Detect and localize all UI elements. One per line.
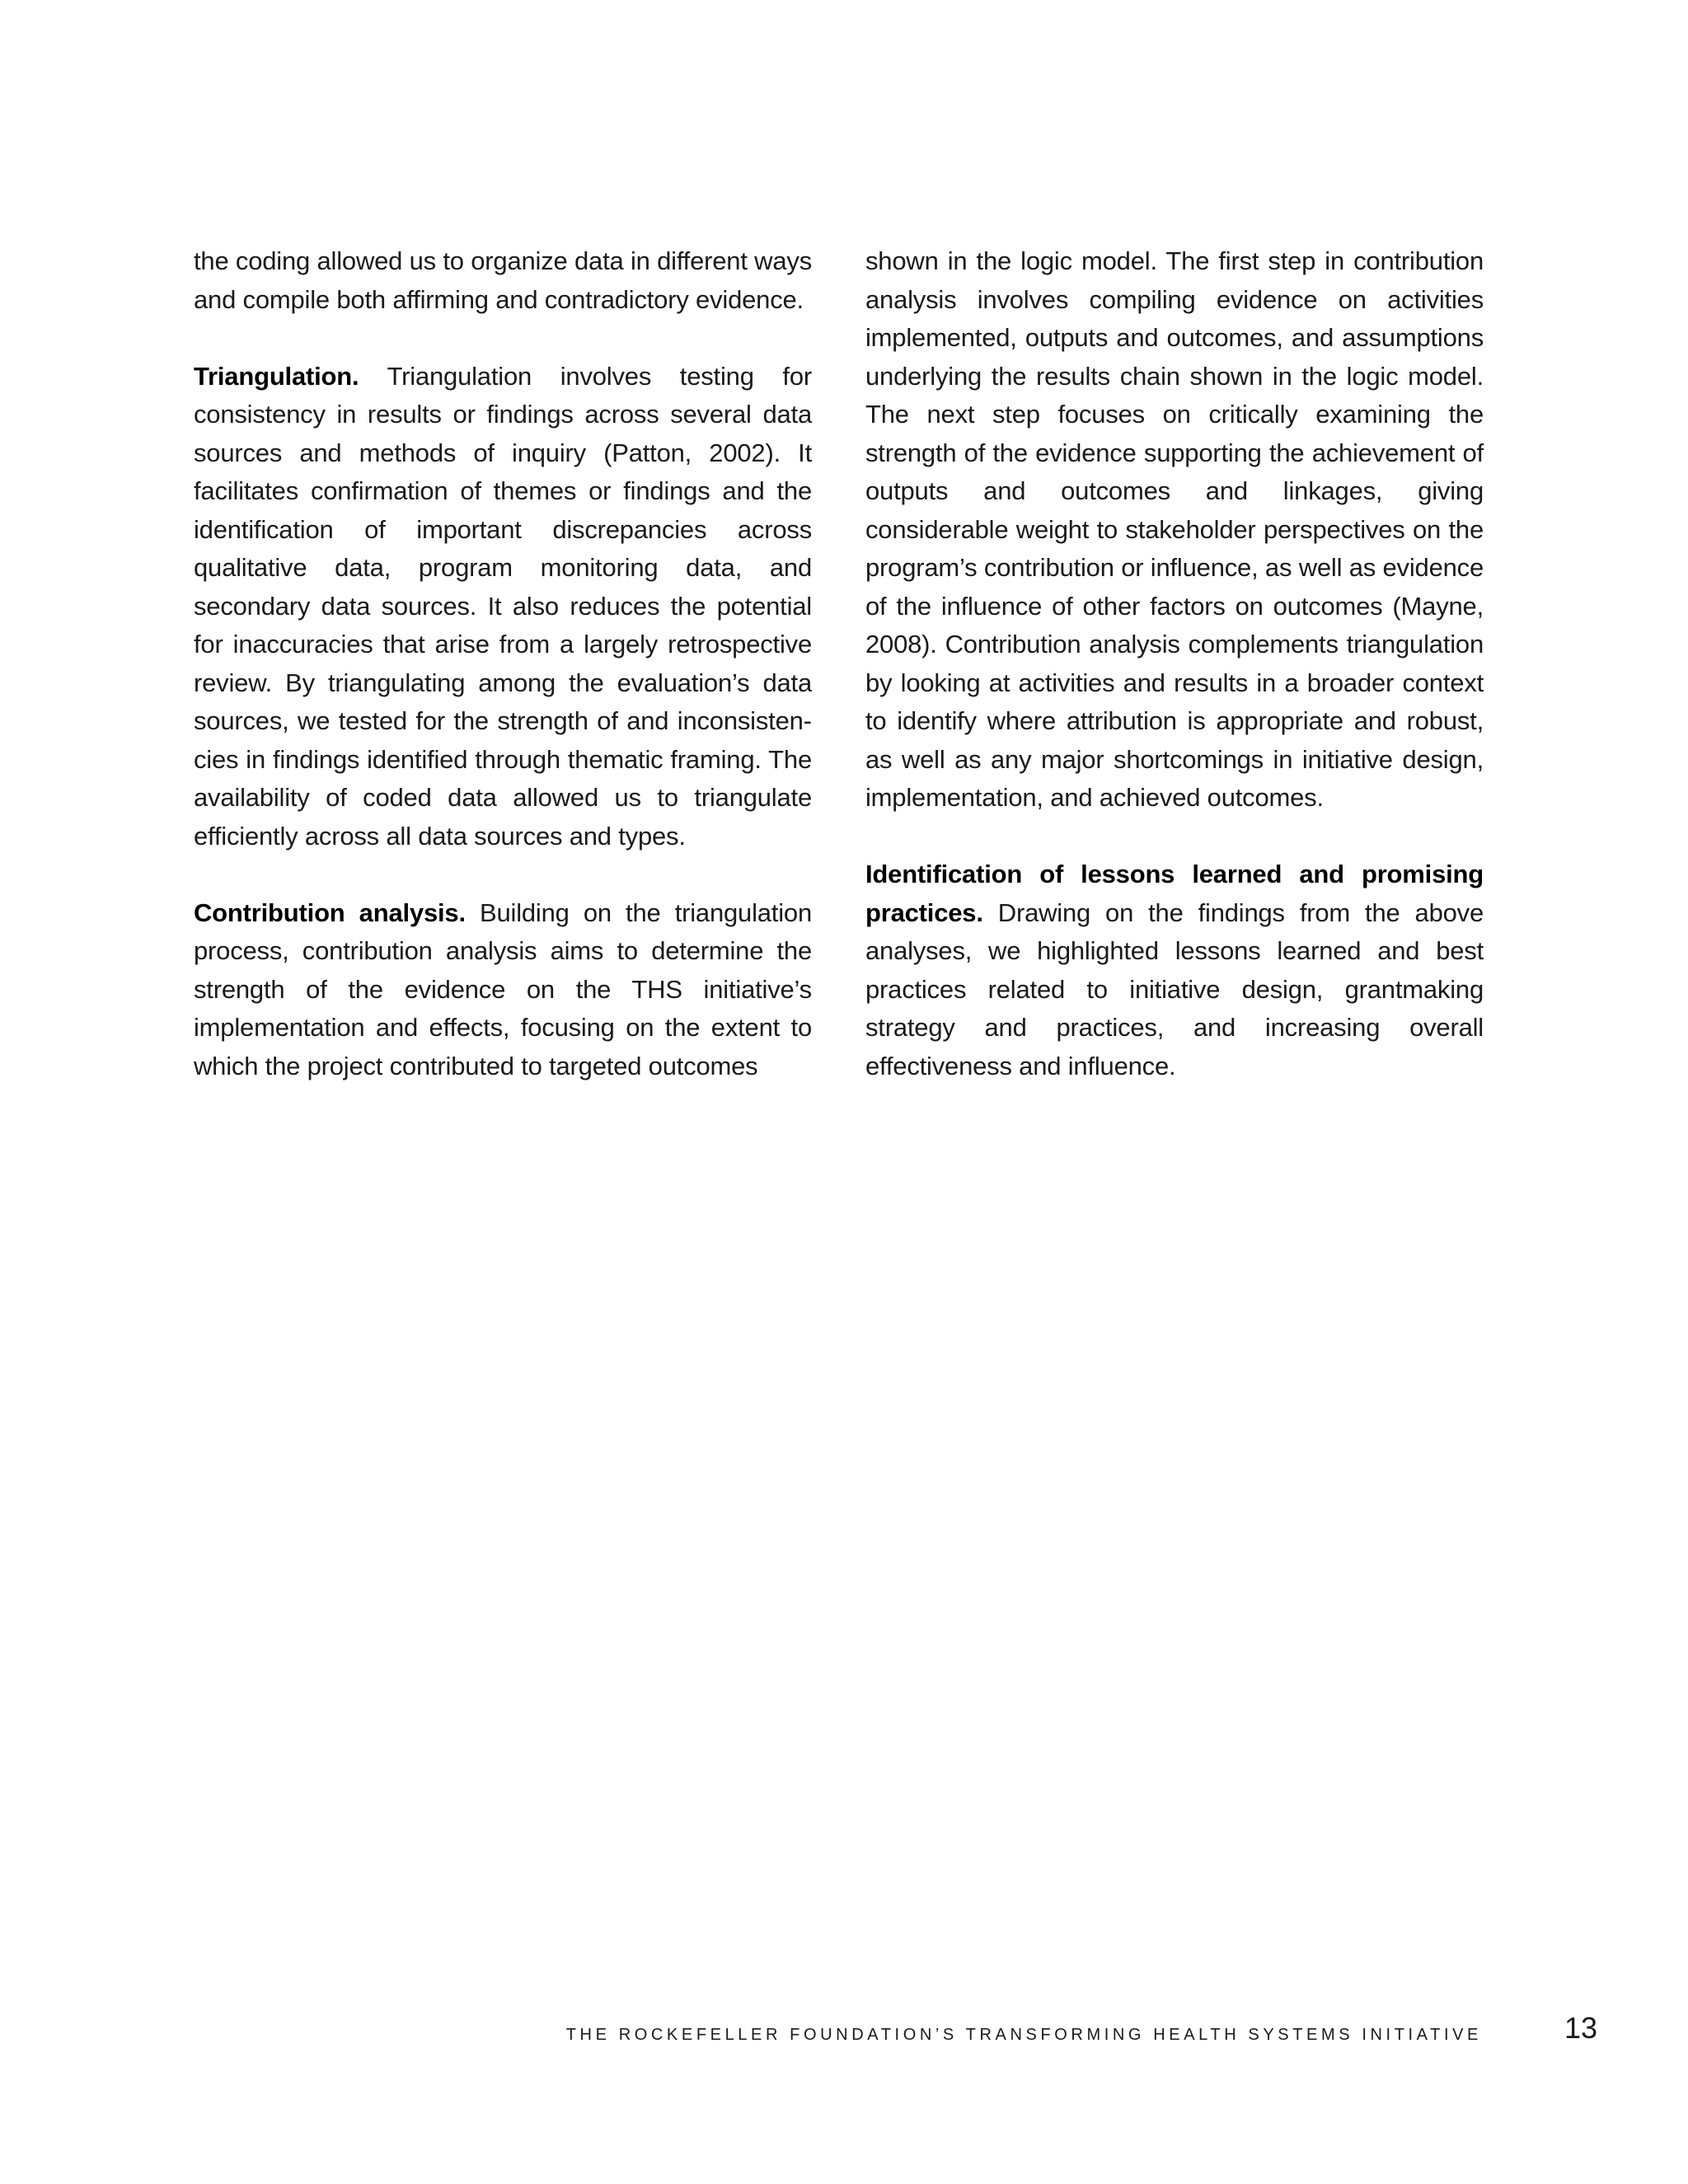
lessons-learned-body: Drawing on the findings from the above analyses, we highlighted lessons learned and best practices related to initiative design, grantmaking strategy and practices, and increasing overall effectiveness and influence. [865,898,1484,1080]
triangulation-heading: Triangulation. [194,361,359,391]
right-column [865,242,1484,1085]
lessons-learned-heading: Identification of lessons learned and promising practices. [865,860,1484,927]
contribution-analysis-heading: Contribution analysis. [194,898,466,927]
paragraph-contribution-analysis [194,894,812,1086]
footer-report-title: THE ROCKEFELLER FOUNDATION’S TRANSFORMING HEALTH SYSTEMS INITIATIVE [565,2026,1482,2044]
contribution-analysis-body: Building on the triangulation process, contribution analysis aims to determine the strength of the evidence on the THS initiative’s implementation and effects, focusing on the extent to which the project contributed to targeted outcomes [194,898,812,1080]
paragraph-coding-continuation: the coding allowed us to organize data in different ways and compile both affirming and contradictory evidence. [194,246,812,314]
left-column [194,242,812,1085]
paragraph-contribution-continuation: shown in the logic model. The first step in contribution analysis involves compiling evidence on activities implemented, outputs and outcomes, and assumptions underlying the results chain shown in the logic model. The next step focuses on critically examining the strength of the evidence supporting the achievement of outputs and outcomes and linkages, giving considerable weight to stakeholder perspectives on the program’s contribution or influence, as well as evidence of the influence of other factors on outcomes (Mayne, 2008). Contribution analysis complements triangulation by looking at activities and results in a broader context to identify where attribution is appropriate and robust, as well as any major shortcomings in initiative design, implementation, and achieved outcomes. [865,246,1484,812]
triangulation-body: Triangulation involves testing for consistency in results or findings across several data sources and methods of inquiry (Patton, 2002). It facilitates confirmation of themes or findings and the identification of important discrepancies across qualitative data, program monitoring data, and secondary data sources. It also reduces the potential for inaccuracies that arise from a largely retrospective review. By triangulating among the evaluation’s data sources, we tested for the strength of and inconsistencies in findings identified through thematic framing. The availability of coded data allowed us to triangulate efficiently across all data sources and types. [194,361,812,851]
paragraph-triangulation [194,358,812,856]
page-number: 13 [1564,2011,1597,2045]
paragraph-lessons-learned [865,855,1484,1085]
